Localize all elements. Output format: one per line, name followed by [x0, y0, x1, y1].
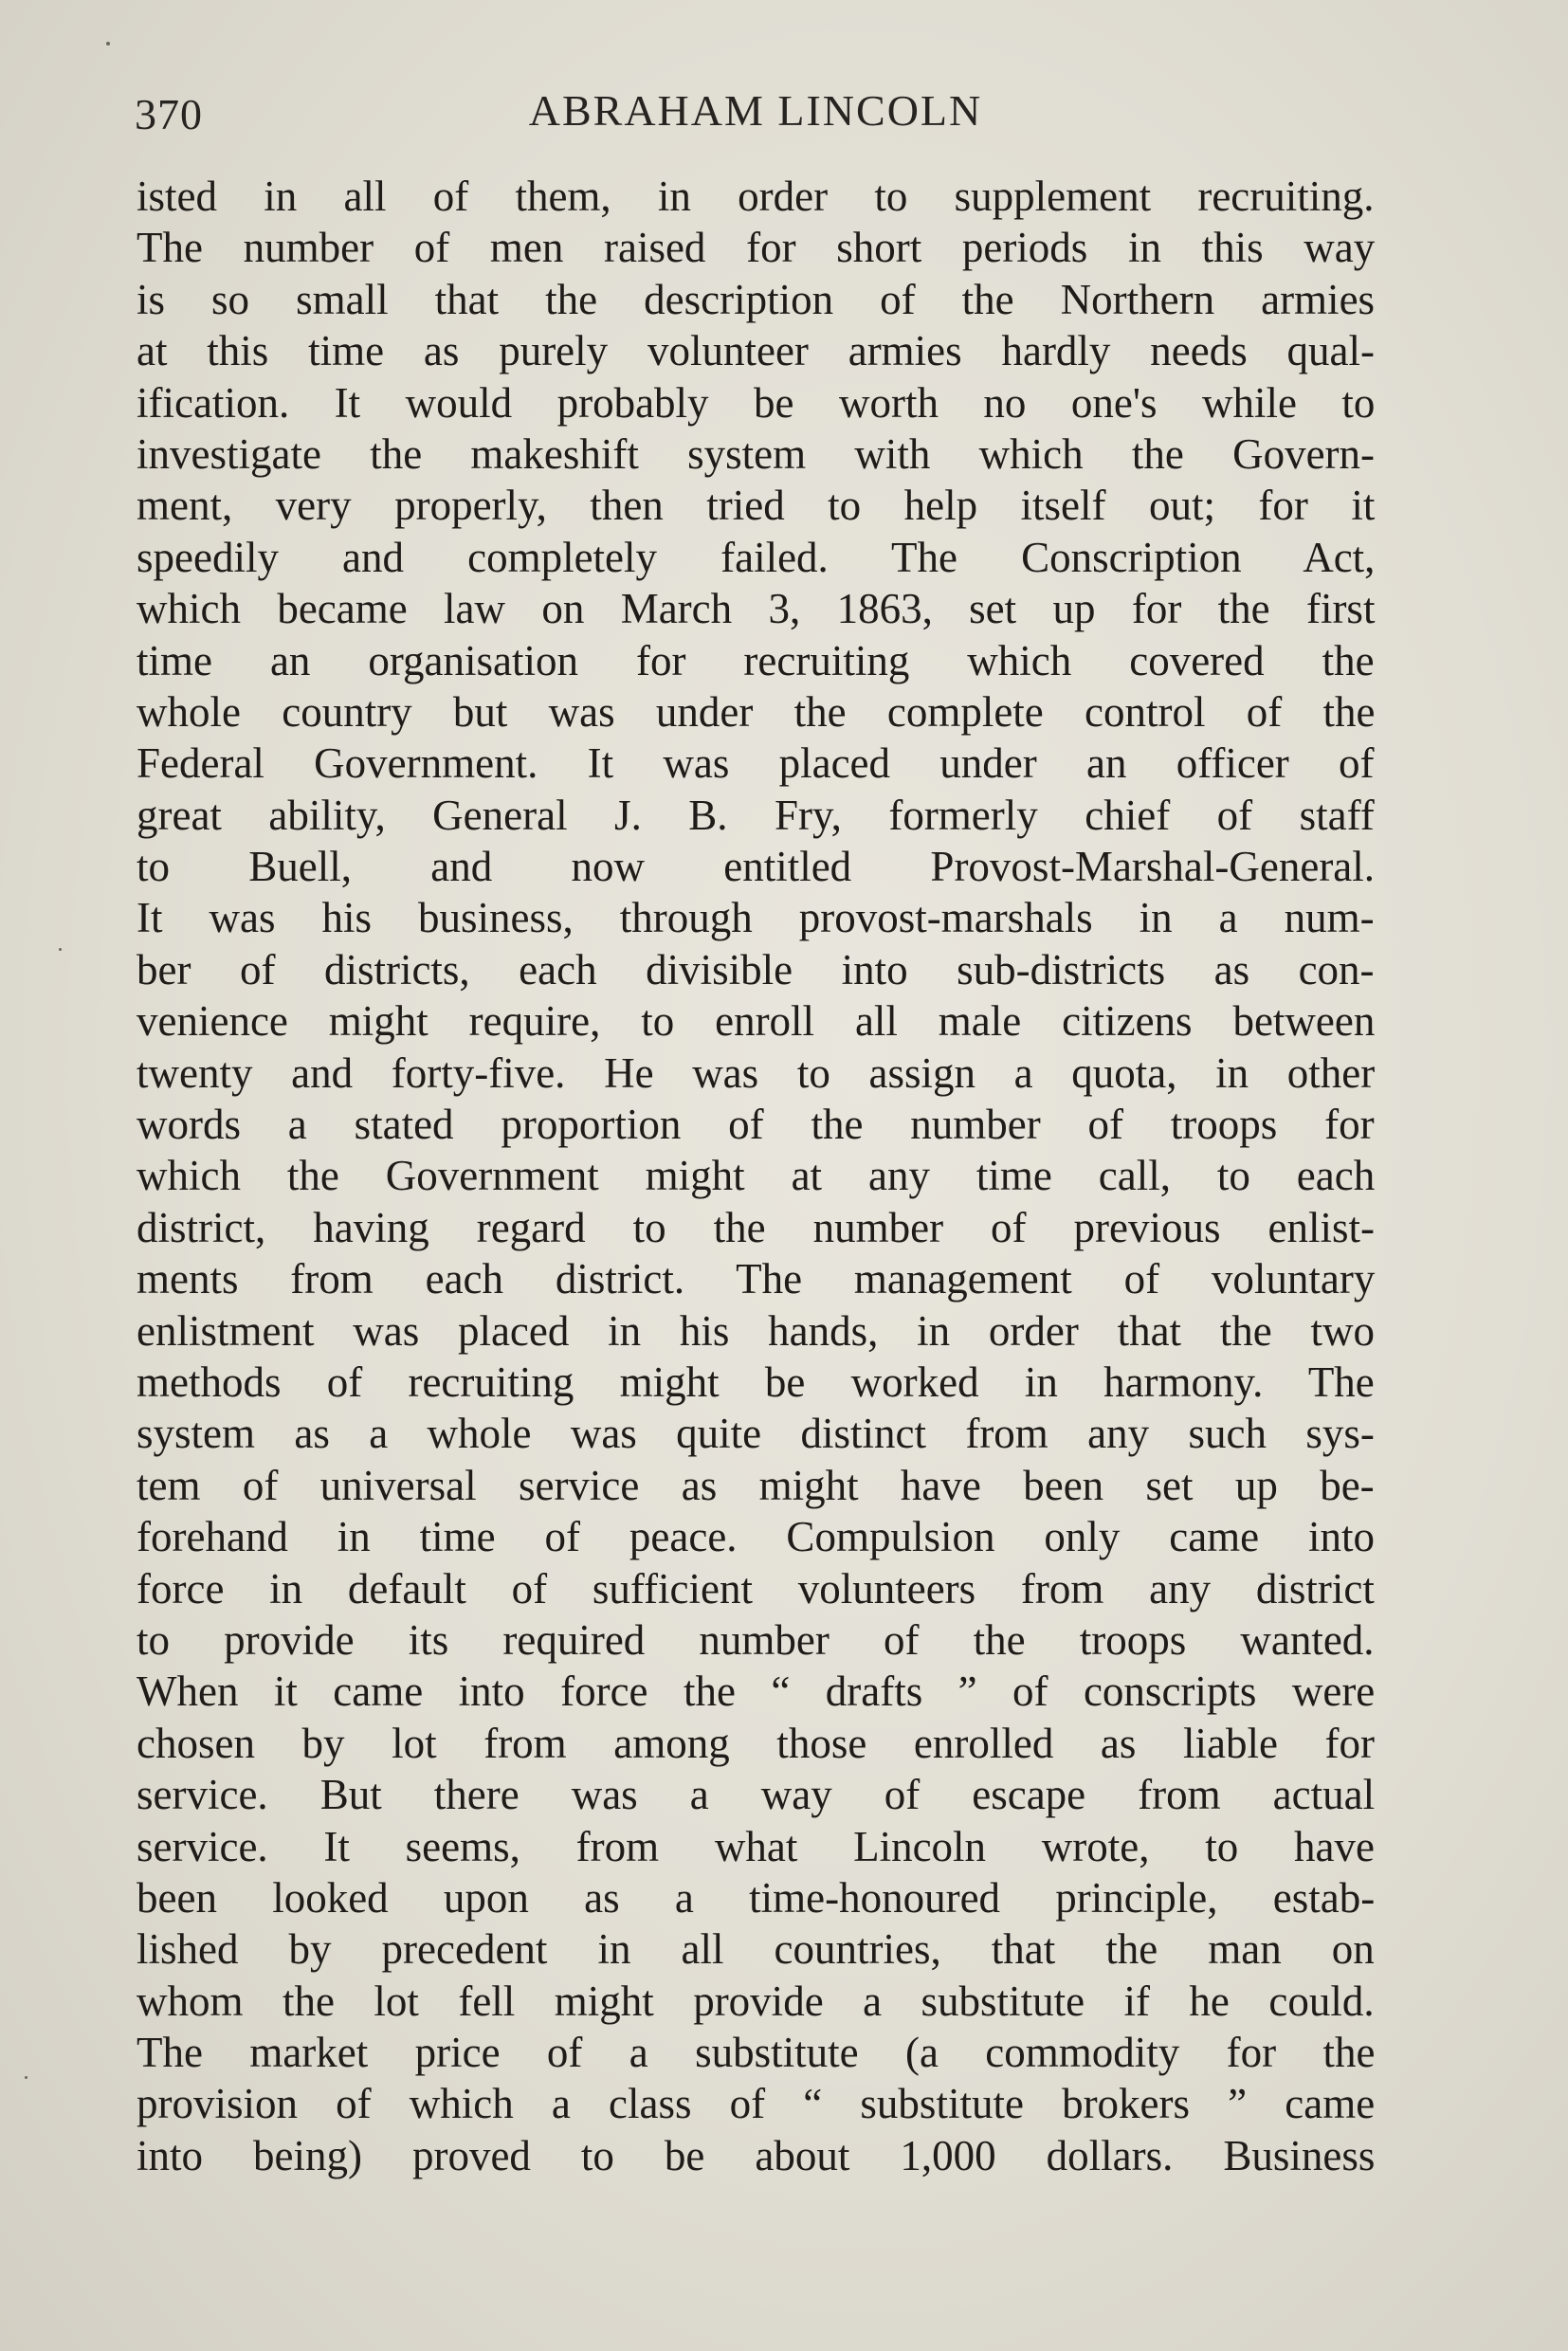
- text-line: ments from each district. The management of voluntary: [137, 1255, 1376, 1303]
- text-line: service. But there was a way of escape from actual: [137, 1771, 1376, 1819]
- text-line: forehand in time of peace. Compulsion only came into: [137, 1513, 1376, 1561]
- text-line: tem of universal service as might have been set up be-: [137, 1461, 1375, 1509]
- text-line: at this time as purely volunteer armies hardly needs qual-: [137, 327, 1375, 375]
- text-line: force in default of sufficient volunteers from any district: [137, 1564, 1375, 1613]
- text-line: which the Government might at any time call, to each: [137, 1152, 1376, 1200]
- text-line: venience might require, to enroll all male citizens between: [137, 997, 1376, 1046]
- text-line: It was his business, through provost-marshals in a num-: [137, 894, 1375, 942]
- running-head: ABRAHAM LINCOLN: [528, 86, 983, 135]
- text-line: district, having regard to the number of previous enlist-: [137, 1203, 1375, 1251]
- text-line: Federal Government. It was placed under an officer of: [137, 739, 1375, 788]
- body-text: [137, 171, 1375, 2181]
- text-line: chosen by lot from among those enrolled as liable for: [137, 1719, 1375, 1767]
- paper-speck: [106, 42, 110, 46]
- text-line: isted in all of them, in order to supplement recruiting.: [137, 173, 1375, 220]
- text-line: speedily and completely failed. The Conscription Act,: [137, 533, 1376, 581]
- paper-speck: [25, 2076, 27, 2079]
- text-line: ber of districts, each divisible into sub-districts as con-: [137, 945, 1375, 993]
- text-line: investigate the makeshift system with which the Govern-: [137, 429, 1376, 478]
- text-line: whom the lot fell might provide a substitute if he could.: [137, 1977, 1375, 2025]
- text-line: great ability, General J. B. Fry, formerly chief of staff: [137, 791, 1375, 839]
- text-line: to Buell, and now entitled Provost-Marshal-General.: [137, 843, 1376, 891]
- text-line: words a stated proportion of the number of troops for: [137, 1101, 1375, 1149]
- text-line: ment, very properly, then tried to help itself out; for it: [137, 482, 1376, 530]
- text-line: whole country but was under the complete control of the: [137, 687, 1376, 736]
- text-line: service. It seems, from what Lincoln wrote, to have: [137, 1822, 1375, 1870]
- page-header: [135, 83, 1377, 140]
- text-line: time an organisation for recruiting which covered the: [137, 636, 1375, 684]
- text-line: to provide its required number of the troops wanted.: [137, 1615, 1375, 1664]
- text-line: The number of men raised for short periods in this way: [137, 224, 1376, 272]
- text-line: been looked upon as a time-honoured principle, estab-: [137, 1873, 1376, 1922]
- text-line: system as a whole was quite distinct from any such sys-: [137, 1410, 1375, 1458]
- text-line: ification. It would probably be worth no one's while to: [137, 378, 1376, 427]
- text-line: enlistment was placed in his hands, in order that the two: [137, 1306, 1376, 1355]
- text-line: twenty and forty-five. He was to assign a quota, in other: [137, 1048, 1376, 1097]
- text-line: The market price of a substitute (a commodity for the: [137, 2029, 1376, 2077]
- text-line: provision of which a class of “ substitute brokers ” came: [137, 2080, 1376, 2128]
- text-line: into being) proved to be about 1,000 dollars. Business: [137, 2131, 1376, 2179]
- page-number: 370: [135, 90, 203, 138]
- text-line: methods of recruiting might be worked in harmony. The: [137, 1358, 1375, 1406]
- text-line: is so small that the description of the Northern armies: [137, 275, 1376, 323]
- text-line: which became law on March 3, 1863, set up for the first: [137, 585, 1376, 633]
- text-line: lished by precedent in all countries, that the man on: [137, 1925, 1375, 1974]
- text-line: When it came into force the “ drafts ” of conscripts were: [137, 1668, 1376, 1716]
- paper-speck: [59, 948, 62, 951]
